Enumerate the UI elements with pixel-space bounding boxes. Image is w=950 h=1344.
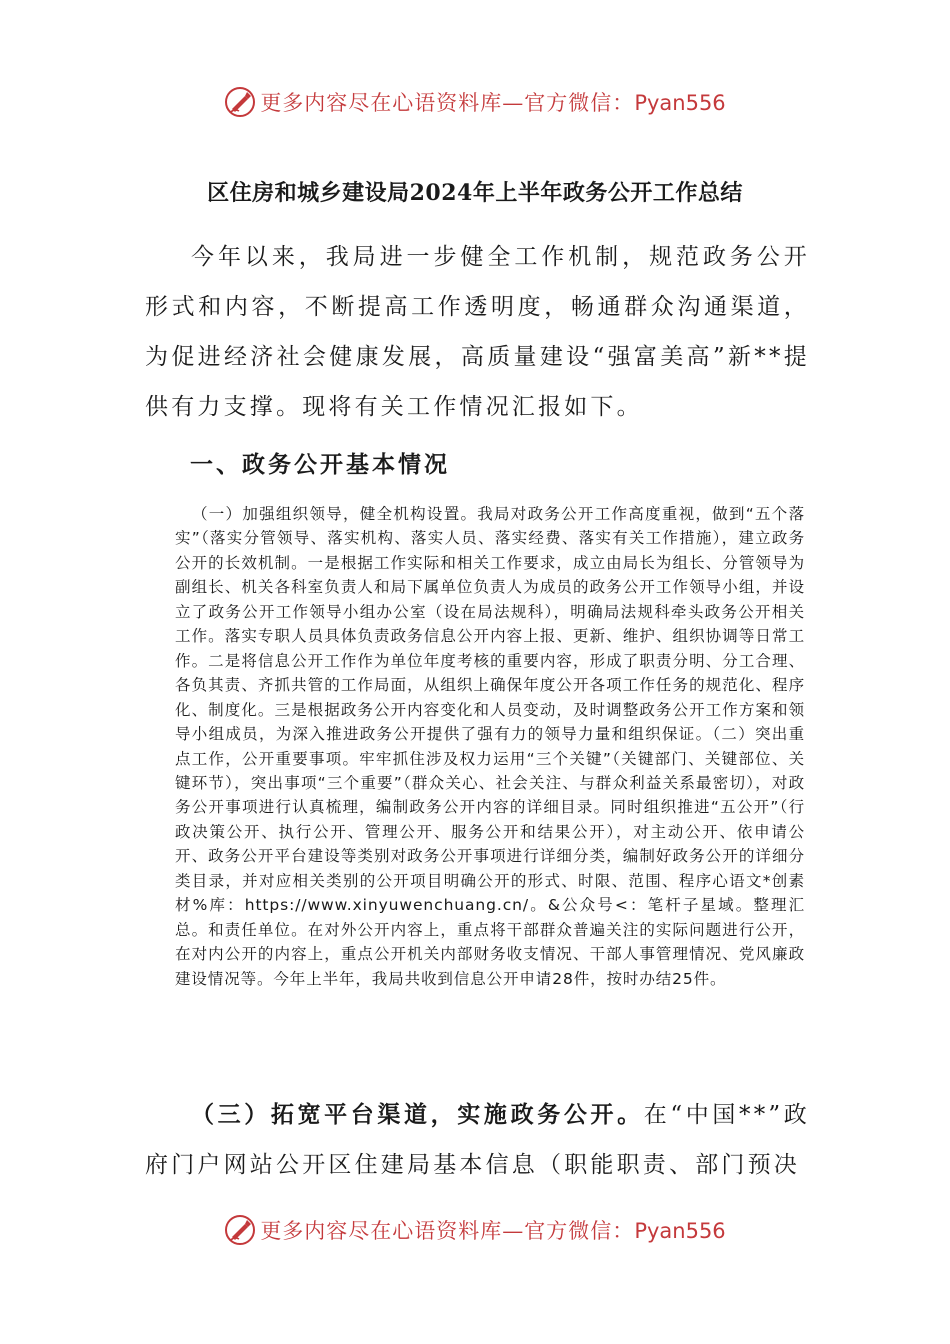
document-title: 区住房和城乡建设局2024年上半年政务公开工作总结 <box>207 180 743 206</box>
section-heading-1: 一、政务公开基本情况 <box>190 451 450 478</box>
pen-seal-icon <box>224 1214 256 1246</box>
section-3-paragraph <box>145 1090 810 1190</box>
section-body-paragraph: （一）加强组织领导，健全机构设置。我局对政务公开工作高度重视，做到“五个落实”（落实分管领导、落实机构、落实人员、落实经费、落实有关工作措施），建立政务公开的长效机制。一是根据工作实际和相关工作要求，成立由局长为组长、分管领导为副组长、机关各科室负责人和局下属单位负责人为成员的政务公开工作领导小组，并设立了政务公开工作领导小组办公室（设在局法规科），明确局法规科牵头政务公开相关工作。落实专职人员具体负责政务信息公开内容上报、更新、维护、组织协调等日常工作。二是将信息公开工作作为单位年度考核的重要内容，形成了职责分明、分工合理、各负其责、齐抓共管的工作局面，从组织上确保年度公开各项工作任务的规范化、程序化、制度化。三是根据政务公开内容变化和人员变动，及时调整政务公开工作方案和领导小组成员，为深入推进政务公开提供了强有力的领导力量和组织保证。（二）突出重点工作，公开重要事项。牢牢抓住涉及权力运用“三个关键”（关键部门、关键部位、关键环节），突出事项“三个重要”（群众关心、社会关注、与群众利益关系最密切），对政务公开事项进行认真梳理，编制政务公开内容的详细目录。同时组织推进“五公开”（行政决策公开、执行公开、管理公开、服务公开和结果公开），对主动公开、依申请公开、政务公开平台建设等类别对政务公开事项进行详细分类，编制好政务公开的详细分类目录，并对应相关类别的公开项目明确公开的形式、时限、范围、程序心语文*创素材%库：https://www.xinyuwenchuang.cn/。&公众号<：笔杆子星域。整理汇总。和责任单位。在对外公开内容上，重点将干部群众普遍关注的实际问题进行公开，在对内公开的内容上，重点公开机关内部财务收支情况、干部人事管理情况、党风廉政建设情况等。今年上半年，我局共收到信息公开申请28件，按时办结25件。 <box>175 505 805 988</box>
pen-seal-icon <box>224 86 256 118</box>
section-3-lead: （三）拓宽平台渠道，实施政务公开。 <box>191 1101 644 1128</box>
wechat-id: Pyan556 <box>634 1219 726 1243</box>
watermark-text: 更多内容尽在心语资料库—官方微信：Pyan556 <box>260 1219 726 1243</box>
wechat-id: Pyan556 <box>634 91 726 115</box>
watermark-text: 更多内容尽在心语资料库—官方微信：Pyan556 <box>260 91 726 115</box>
intro-paragraph: 今年以来，我局进一步健全工作机制，规范政务公开形式和内容，不断提高工作透明度，畅通群众沟通渠道，为促进经济社会健康发展，高质量建设“强富美高”新**提供有力支撑。现将有关工作情况汇报如下。 <box>145 244 810 420</box>
watermark-banner-top <box>0 80 950 124</box>
section-3-body: 在“中国**”政府门户网站公开区住建局基本信息（职能职责、部门预决 <box>145 1102 810 1178</box>
watermark-banner-bottom <box>0 1208 950 1252</box>
